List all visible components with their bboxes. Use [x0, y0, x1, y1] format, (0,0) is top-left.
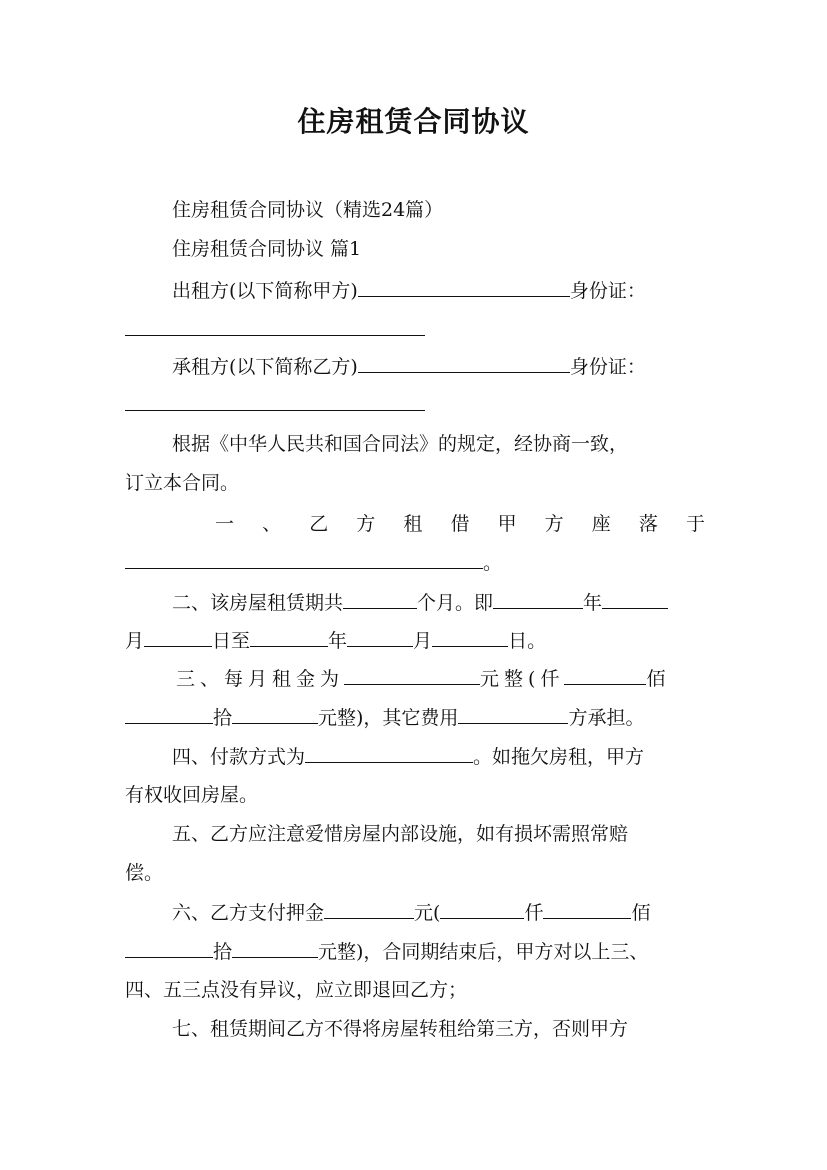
- clause-2-text: 日至: [212, 630, 251, 652]
- clause-2-text: 年: [583, 592, 603, 614]
- lessor-id-line: [125, 315, 425, 344]
- clause-1-char: 租: [403, 513, 423, 535]
- clause-3-text: 佰: [646, 668, 671, 690]
- other-fees-blank: [458, 703, 568, 724]
- clause-6-text: 六、乙方支付押金: [172, 902, 325, 924]
- clause-3-text: 方承担。: [568, 707, 645, 729]
- clause-1-char: 座: [591, 513, 611, 535]
- deposit-ten-thousands-blank: [440, 898, 524, 919]
- rent-thousands-blank: [564, 664, 646, 685]
- clause-4-line-2: 有权收回房屋。: [125, 784, 259, 806]
- lessee-id-label: 身份证：: [569, 356, 646, 378]
- clause-1-char: 借: [450, 513, 470, 535]
- document-title: 住房租赁合同协议: [297, 105, 530, 138]
- intro-line-2: 订立本合同。: [125, 472, 240, 494]
- section-heading: 住房租赁合同协议 篇1: [172, 238, 362, 260]
- lessee-label: 承租方(以下简称乙方): [172, 356, 358, 378]
- clause-1-char: 、: [262, 513, 282, 535]
- clause-3-line-2: [125, 703, 644, 732]
- lessor-id-label: 身份证：: [569, 280, 646, 302]
- clause-6-text: 元整)，合同期结束后，甲方对以上三、: [318, 941, 649, 963]
- clause-6-text: 仟: [524, 902, 544, 924]
- clause-2-text: 二、该房屋租赁期共: [172, 592, 344, 614]
- clause-5-line-2: 偿。: [125, 862, 164, 884]
- lessee-id-blank: [125, 390, 425, 411]
- clause-1-char: 甲: [497, 513, 517, 535]
- lessee-name-blank: [358, 352, 570, 373]
- clause-7-line-1: 七、租赁期间乙方不得将房屋转租给第三方，否则甲方: [172, 1018, 629, 1040]
- intro-line-1: 根据《中华人民共和国合同法》的规定，经协商一致，: [172, 433, 629, 455]
- clause-1-line-1: [215, 510, 705, 538]
- clause-6-text: 元(: [414, 902, 441, 924]
- clause-2-line-2: [125, 626, 546, 655]
- clause-4-line-1: [172, 742, 644, 771]
- clause-1-line-2: [125, 548, 502, 577]
- clause-2-text: 月: [125, 630, 145, 652]
- lessor-name-blank: [358, 276, 570, 297]
- clause-1-char: 落: [638, 513, 658, 535]
- clause-4-text: 。如拖欠房租，甲方: [473, 746, 645, 768]
- clause-1-char: 乙: [309, 513, 329, 535]
- deposit-hundreds-blank: [125, 937, 213, 958]
- clause-3-text: 拾: [213, 707, 233, 729]
- clause-2-line-1: [172, 588, 668, 617]
- clause-1-end: 。: [483, 552, 503, 574]
- lessor-id-blank: [125, 315, 425, 336]
- clause-6-line-3: 四、五三点没有异议，应立即退回乙方；: [125, 979, 468, 1001]
- clause-1-char: 于: [685, 513, 705, 535]
- clause-3-line-1: [176, 664, 670, 693]
- clause-2-text: 日。: [508, 630, 547, 652]
- payment-method-blank: [305, 742, 473, 763]
- start-year-blank: [493, 588, 583, 609]
- end-year-blank: [250, 626, 328, 647]
- deposit-blank: [324, 898, 414, 919]
- lessor-label: 出租方(以下简称甲方): [172, 280, 358, 302]
- start-month-blank: [602, 588, 668, 609]
- clause-3-text: 元整(仟: [480, 668, 565, 690]
- rent-hundreds-blank: [125, 703, 213, 724]
- clause-2-text: 年: [328, 630, 348, 652]
- months-blank: [343, 588, 417, 609]
- rent-tens-blank: [232, 703, 318, 724]
- lessee-id-line: [125, 390, 425, 419]
- deposit-thousands-blank: [543, 898, 631, 919]
- clause-6-line-2: [125, 937, 648, 966]
- clause-1-char: 方: [356, 513, 376, 535]
- clause-3-text: 元整)，其它费用: [318, 707, 459, 729]
- clause-6-text: 佰: [631, 902, 651, 924]
- clause-2-text: 个月。即: [417, 592, 494, 614]
- deposit-tens-blank: [232, 937, 318, 958]
- monthly-rent-blank: [344, 664, 480, 685]
- clause-6-text: 拾: [213, 941, 233, 963]
- location-blank: [125, 548, 483, 569]
- end-month-blank: [347, 626, 413, 647]
- clause-3-text: 三、每月租金为: [176, 668, 345, 690]
- clause-6-line-1: [172, 898, 650, 927]
- clause-2-text: 月: [413, 630, 433, 652]
- lessor-line: [172, 276, 646, 305]
- clause-1-char: 一: [215, 513, 235, 535]
- subtitle: 住房租赁合同协议（精选24篇）: [172, 199, 444, 221]
- clause-1-char: 方: [544, 513, 564, 535]
- start-day-blank: [144, 626, 212, 647]
- clause-5-line-1: 五、乙方应注意爱惜房屋内部设施，如有损坏需照常赔: [172, 823, 629, 845]
- end-day-blank: [432, 626, 508, 647]
- lessee-line: [172, 352, 646, 381]
- clause-4-text: 四、付款方式为: [172, 746, 306, 768]
